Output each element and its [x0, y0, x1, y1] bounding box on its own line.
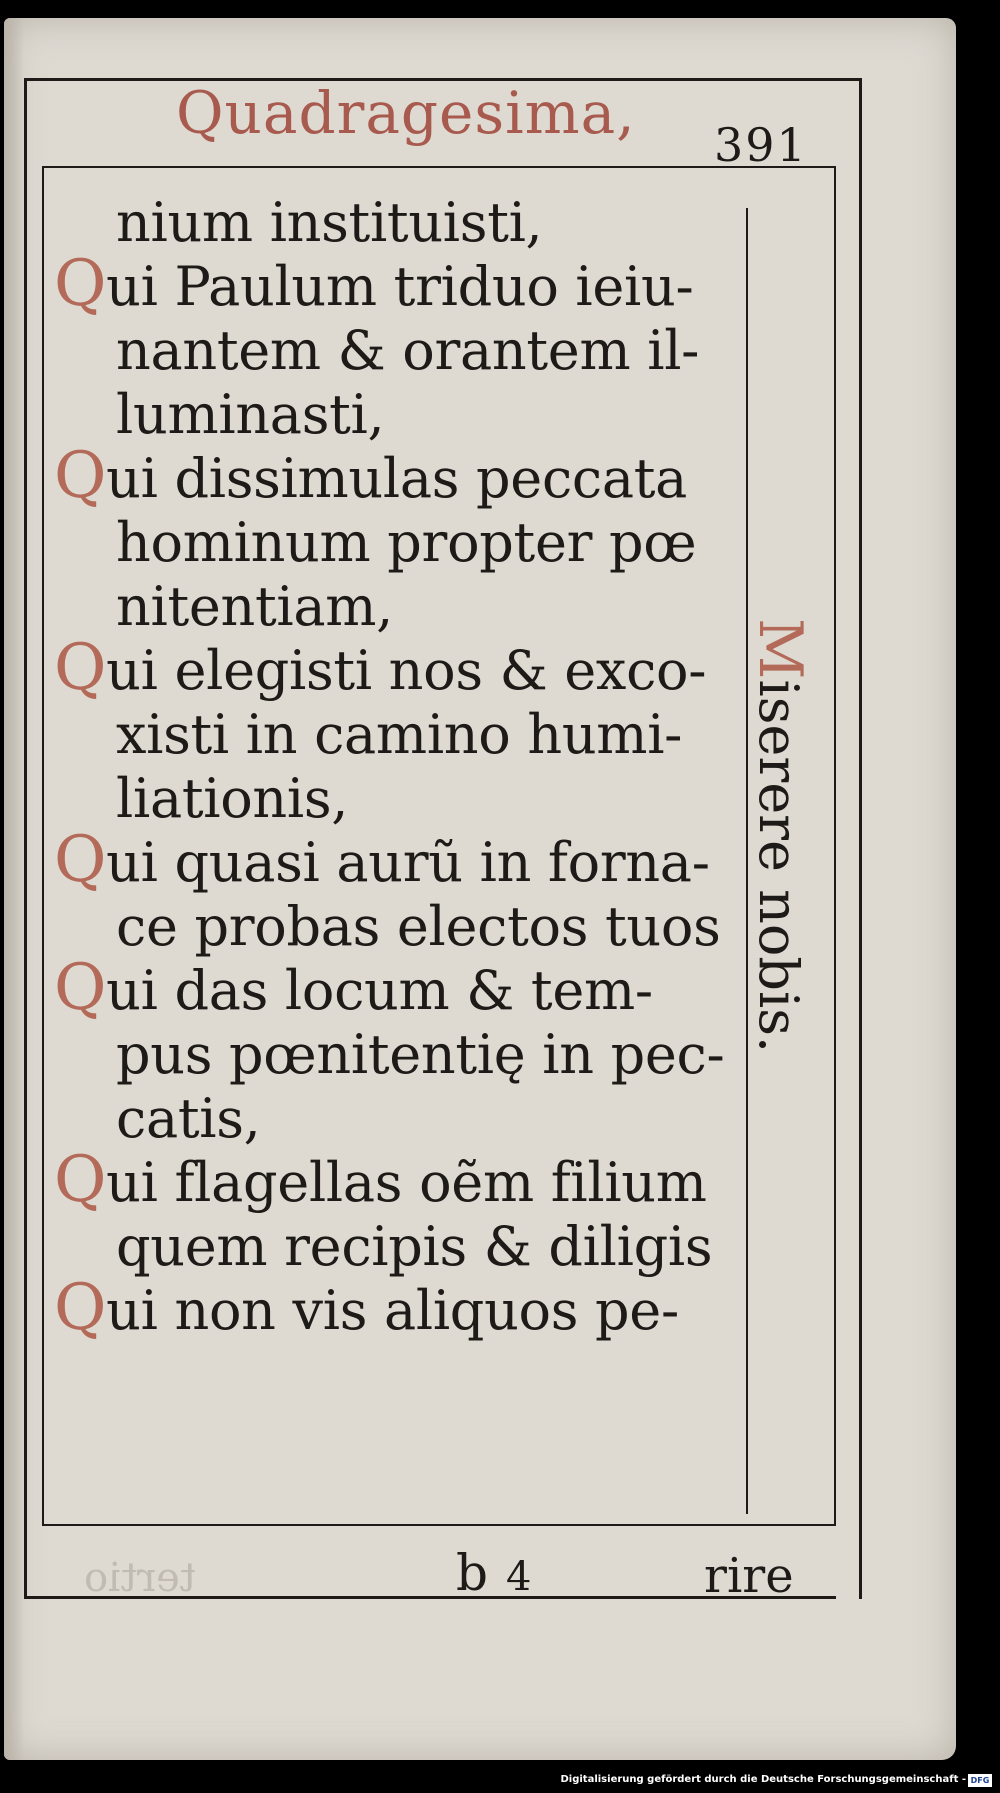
text-line: quem recipis & diligis	[116, 1215, 713, 1278]
text-line: pus pœnitentię in pec-	[116, 1023, 725, 1086]
text-line: catis,	[116, 1087, 261, 1150]
text-line: Qui quasi aurũ in forna-	[54, 823, 710, 897]
text-line: nium instituisti,	[116, 191, 543, 254]
text-line: Qui das locum & tem-	[54, 951, 653, 1025]
signature-mark: b 4	[456, 1544, 532, 1602]
catchword: rire	[704, 1548, 794, 1604]
page-number: 391	[714, 118, 808, 172]
rubric-initial: Q	[54, 247, 107, 321]
text-line: Qui Paulum triduo ieiu-	[54, 247, 694, 321]
refrain-margin	[734, 618, 814, 1078]
text-line: ce probas electos tuos	[116, 895, 721, 958]
bleed-through-text: tertio	[84, 1555, 196, 1601]
text-line: Qui non vis aliquos pe-	[54, 1271, 679, 1345]
text-line: liationis,	[116, 767, 349, 830]
dfg-logo: DFG	[968, 1774, 992, 1787]
text-line: Qui flagellas oẽm filium	[54, 1143, 707, 1217]
text-line: luminasti,	[116, 383, 385, 446]
page-gutter-shadow	[4, 18, 24, 1760]
text-line: Qui elegisti nos & exco-	[54, 631, 707, 705]
book-page	[4, 18, 956, 1760]
rubric-initial: Q	[54, 1143, 107, 1217]
refrain-initial: M	[745, 618, 815, 680]
text-line: xisti in camino humi-	[116, 703, 683, 766]
rubric-initial: Q	[54, 823, 107, 897]
rubric-initial: Q	[54, 631, 107, 705]
rubric-initial: Q	[54, 439, 107, 513]
text-line: hominum propter pœ	[116, 511, 697, 574]
rubric-initial: Q	[54, 951, 107, 1025]
rubric-initial: Q	[54, 1271, 107, 1345]
running-head: Quadragesima,	[176, 79, 636, 147]
digitization-notice: Digitalisierung gefördert durch die Deutsche Forschungsgemeinschaft -	[560, 1774, 966, 1785]
text-line: nantem & orantem il-	[116, 319, 700, 382]
refrain-text: Miserere nobis.	[745, 618, 815, 1054]
text-line: Qui dissimulas peccata	[54, 439, 688, 513]
text-line: nitentiam,	[116, 575, 394, 638]
